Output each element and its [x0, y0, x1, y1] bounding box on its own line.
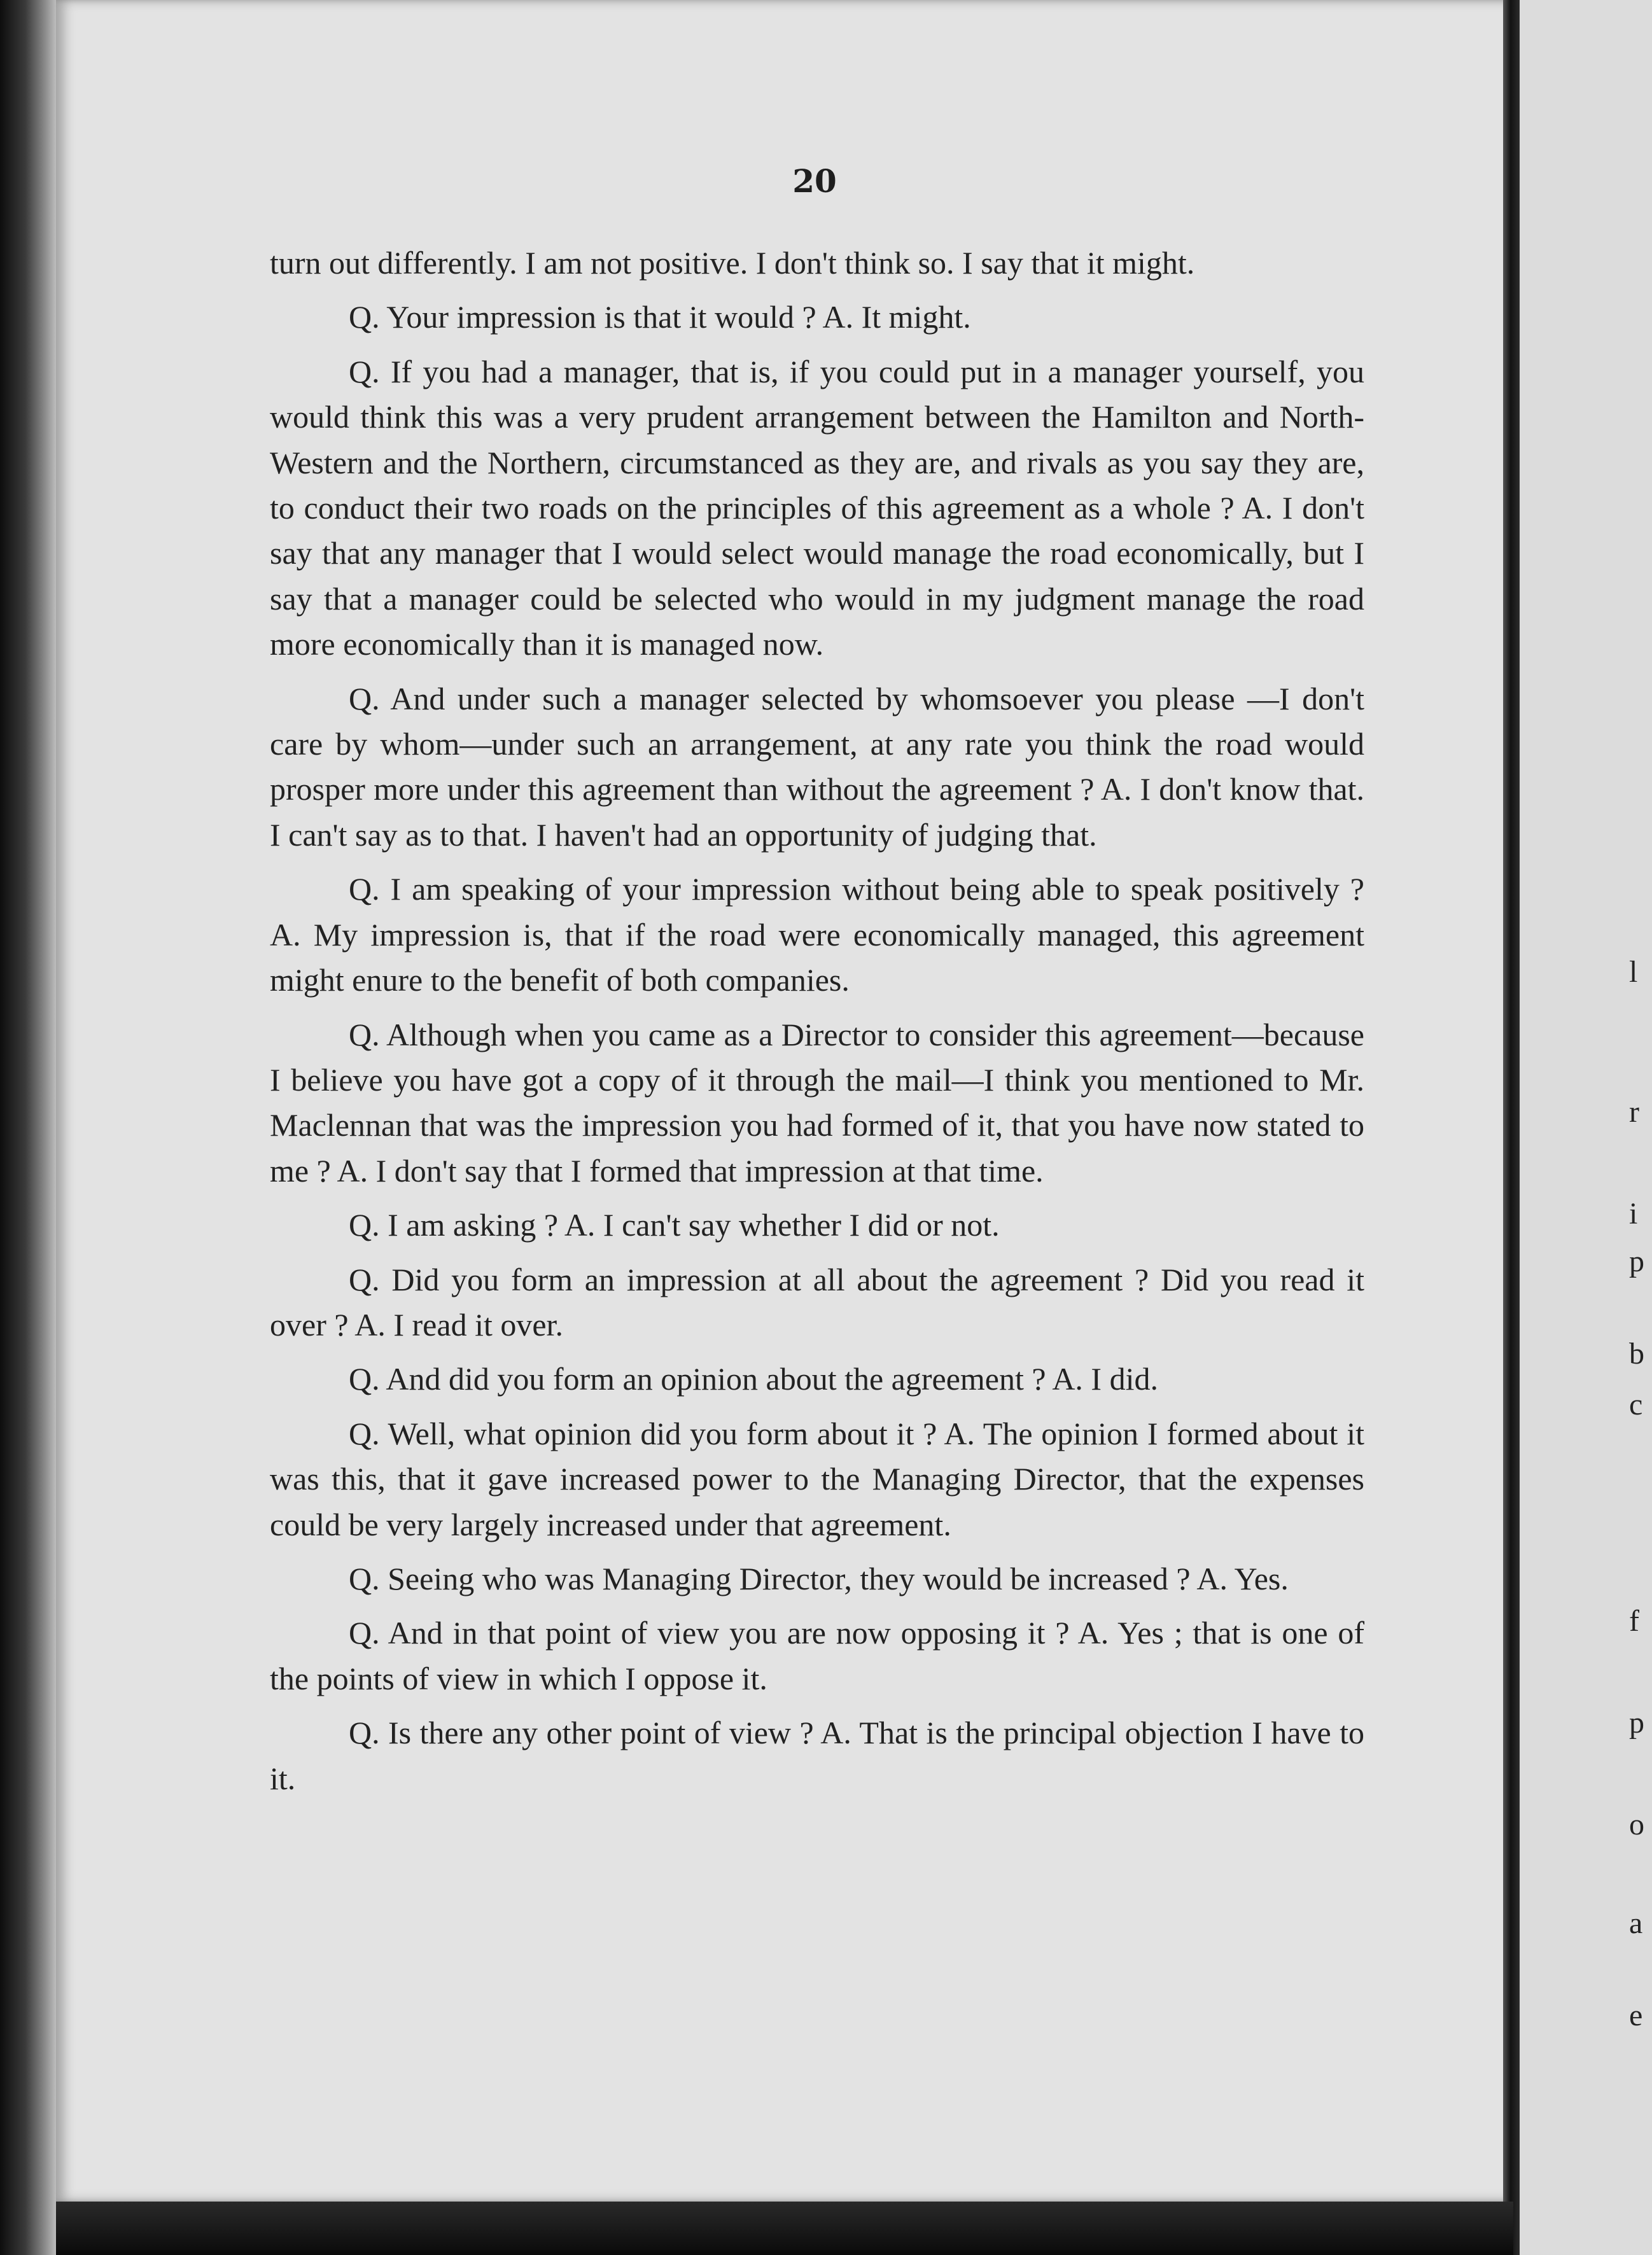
facing-page-letter: e: [1629, 1999, 1643, 2032]
transcript-paragraph: Q. If you had a manager, that is, if you could put in a manager yourself, you would think this was a very prudent arrangement between the Hamilton and North-Western and the Northern, circumstanced as they are, and rivals as you say they are, to conduct their two roads on the principles of this agreement as a whole ? A. I don't say that any manager that I would select would manage the road economically, but I say that a manager could be selected who would in my judgment manage the road more economically than it is managed now.: [270, 353, 1364, 662]
page-number: 20: [792, 162, 837, 200]
transcript-paragraph: Q. Although when you came as a Director to consider this agreement—because I believe you have got a copy of it through the mail—I think you mentioned to Mr. Maclennan that was the impression you had formed of it, that you have now stated to me ? A. I don't say that I formed that impression at that time.: [270, 1016, 1364, 1189]
facing-page-letter: r: [1629, 1095, 1639, 1129]
book-edge: [0, 0, 56, 2255]
transcript-paragraph: Q. And did you form an opinion about the agreement ? A. I did.: [349, 1361, 1158, 1397]
transcript-paragraph: Q. Well, what opinion did you form about it ? A. The opinion I formed about it was this, that it gave increased power to the Managing Director, that the expenses could be very largely increased under that agreement.: [270, 1415, 1364, 1542]
facing-page-letter: c: [1629, 1388, 1643, 1421]
facing-page-letter: o: [1629, 1808, 1644, 1841]
facing-page-letter: b: [1629, 1337, 1644, 1371]
facing-page-letter: f: [1629, 1604, 1639, 1638]
facing-page-letter: l: [1629, 955, 1638, 989]
transcript-paragraph: Q. Did you form an impression at all about the agreement ? Did you read it over ? A. I read it over.: [270, 1261, 1364, 1343]
facing-page-letter: a: [1629, 1906, 1643, 1940]
book-gutter: [1503, 0, 1520, 2255]
transcript-paragraph: Q. I am asking ? A. I can't say whether I did or not.: [349, 1207, 1000, 1243]
facing-page-letter: p: [1629, 1706, 1644, 1740]
transcript-paragraph: Q. Seeing who was Managing Director, they would be increased ? A. Yes.: [349, 1560, 1289, 1596]
transcript-paragraph: Q. I am speaking of your impression without being able to speak positively ? A. My impression is, that if the road were economically managed, this agreement might enure to the benefit of both companies.: [270, 871, 1364, 998]
transcript-paragraph: turn out differently. I am not positive. I don't think so. I say that it might.: [270, 245, 1195, 281]
transcript-paragraph: Q. And in that point of view you are now opposing it ? A. Yes ; that is one of the points of view in which I oppose it.: [270, 1615, 1364, 1696]
facing-page-letter: p: [1629, 1245, 1644, 1278]
transcript-paragraph: Q. Is there any other point of view ? A. That is the principal objection I have to it.: [270, 1715, 1364, 1796]
transcript-paragraph: Q. And under such a manager selected by whomsoever you please —I don't care by whom—under such an arrangement, at any rate you think the road would prosper more under this agreement than without the agreement ? A. I don't know that. I can't say as to that. I haven't had an opportunity of judging that.: [270, 680, 1364, 853]
facing-page-letter: i: [1629, 1197, 1638, 1231]
transcript-paragraph: Q. Your impression is that it would ? A. It might.: [349, 299, 971, 335]
scan-bottom-edge: [56, 2202, 1513, 2255]
page-body-text: [270, 241, 1364, 1810]
